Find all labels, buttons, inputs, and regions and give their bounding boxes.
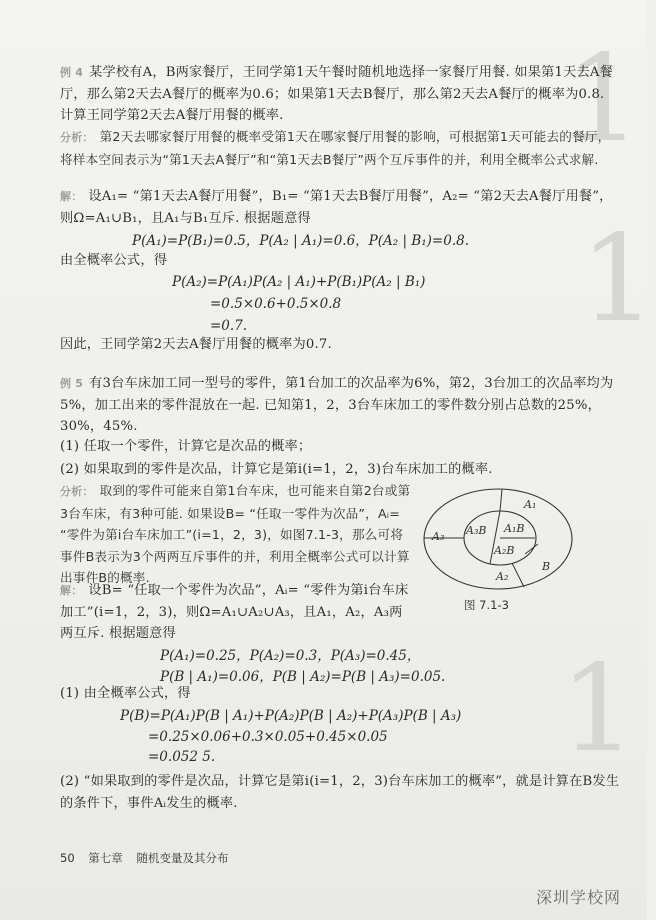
divider-a2 xyxy=(512,563,524,587)
page-number: 50 xyxy=(60,851,75,865)
figure-caption: 图 7.1-3 xyxy=(464,598,509,612)
example-5-question-2: (2) 如果取到的零件是次品，计算它是第i(i=1，2，3)台车床加工的概率. xyxy=(60,462,493,477)
example-4-equation-4: =0.7. xyxy=(210,318,248,334)
example-5-step-1-label: (1) 由全概率公式，得 xyxy=(60,686,191,701)
label-a1: A₁ xyxy=(524,498,537,511)
label-a3b: A₃B xyxy=(466,524,487,537)
example-5-step-2: (2) “如果取到的零件是次品，计算它是第i(i=1，2，3)台车床加工的概率”，就是计算在B发生的条件下，事件Aᵢ发生的概率. xyxy=(60,774,620,811)
example-5-equation-2: P(B | A₁)=0.06，P(B | A₂)=P(B | A₃)=0.05. xyxy=(160,669,446,685)
chapter-title: 随机变量及其分布 xyxy=(136,851,229,865)
example-4-label: 例 4 xyxy=(60,66,84,79)
label-a1b: A₁B xyxy=(504,522,525,535)
example-4-analysis: 分析： 第2天去哪家餐厅用餐的概率受第1天在哪家餐厅用餐的影响，可根据第1天可能去的餐厅，将样本空间表示为“第1天去A餐厅”和“第1天去B餐厅”两个互斥事件的并，利用全概率公式求解. xyxy=(60,129,611,167)
example-5-equation-3: P(B)=P(A₁)P(B | A₁)+P(A₂)P(B | A₂)+P(A₃)P(B | A₃) xyxy=(120,708,462,724)
background-watermark-one: 1 xyxy=(580,210,656,349)
example-4-equation-3: =0.5×0.6+0.5×0.8 xyxy=(210,296,342,312)
example-5-equation-4: =0.25×0.06+0.3×0.05+0.45×0.05 xyxy=(148,729,388,745)
label-a2: A₂ xyxy=(496,570,509,583)
example-5-statement: 例 5 有3台车床加工同一型号的零件，第1台加工的次品率为6%，第2，3台加工的次品率均为5%，加工出来的零件混放在一起. 已知第1，2，3台车床加工的零件数分别占总数的25%，30%，45%. xyxy=(60,376,614,435)
example-4-equation-2: P(A₂)=P(A₁)P(A₂ | A₁)+P(B₁)P(A₂ | B₁) xyxy=(172,274,426,290)
divider-a1 xyxy=(500,489,502,511)
example-4-statement: 例 4 某学校有A，B两家餐厅，王同学第1天午餐时随机地选择一家餐厅用餐. 如果第1天去A餐厅，那么第2天去A餐厅的概率为0.6；如果第1天去B餐厅，那么第2天去A餐厅的概率为0.8. 计算王同学第2天去A餐厅用餐的概率. xyxy=(60,65,613,124)
background-watermark-one: 1 xyxy=(560,640,637,779)
example-5-analysis: 分析： 取到的零件可能来自第1台车床，也可能来自第2台或第3台车床，有3种可能. 如果设B= “任取一零件为次品”，Aᵢ= “零件为第i台车床加工”(i=1，2，3)，如图7.1-3，那么可将事件B表示为3个两两互斥事件的并，利用全概率公式可以计算出事件B的概率. xyxy=(60,483,411,586)
example-5-solution: 解： 设B= “任取一个零件为次品”，Aᵢ= “零件为第i台车床加工”(i=1，2，3)，则Ω=A₁∪A₂∪A₃，且A₁，A₂，A₃两两互斥. 根据题意得 xyxy=(60,583,409,642)
example-4-equation-1: P(A₁)=P(B₁)=0.5，P(A₂ | A₁)=0.6，P(A₂ | B₁)=0.8. xyxy=(132,233,469,249)
label-a2b: A₂B xyxy=(494,544,515,557)
example-5-equation-5: =0.052 5. xyxy=(148,749,216,765)
label-a3: A₃ xyxy=(432,530,445,543)
site-watermark: 深圳学校网 xyxy=(535,888,621,907)
example-4-conclusion: 因此，王同学第2天去A餐厅用餐的概率为0.7. xyxy=(60,337,332,352)
example-5-equation-1: P(A₁)=0.25，P(A₂)=0.3，P(A₃)=0.45， xyxy=(160,648,421,664)
background-watermark-one: 1 xyxy=(565,30,642,169)
page-footer xyxy=(60,850,238,866)
label-b: B xyxy=(542,560,551,573)
example-5-question-1: (1) 任取一个零件，计算它是次品的概率； xyxy=(60,439,312,454)
example-4-solution: 解： 设A₁= “第1天去A餐厅用餐”，B₁= “第1天去B餐厅用餐”，A₂= “第2天去A餐厅用餐”，则Ω=A₁∪B₁，且A₁与B₁互斥. 根据题意得 xyxy=(60,189,613,226)
example-4-total-prob-label: 由全概率公式，得 xyxy=(60,253,168,268)
venn-figure-7-1-3 xyxy=(420,486,580,596)
pointer-line-b xyxy=(525,544,538,554)
chapter-number: 第七章 xyxy=(88,851,123,865)
example-5-label: 例 5 xyxy=(60,377,84,390)
